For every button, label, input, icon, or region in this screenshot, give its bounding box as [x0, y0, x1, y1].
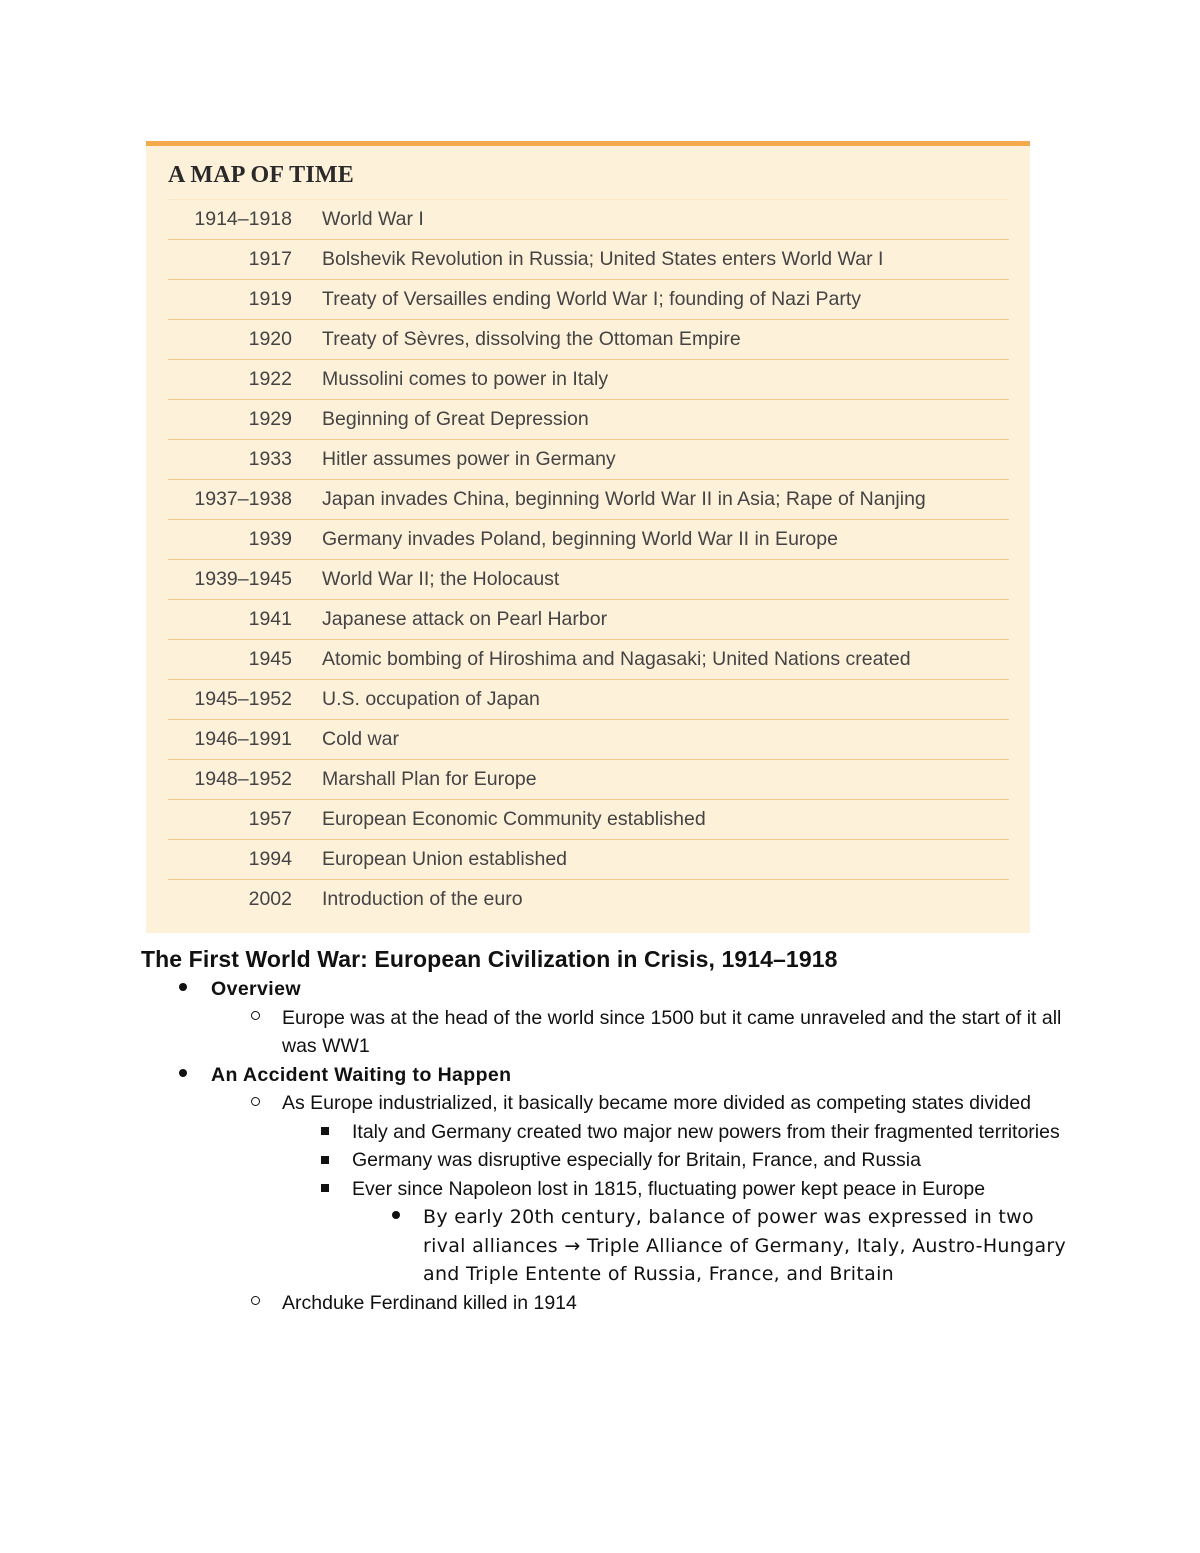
- timeline-date: 1948–1952: [194, 768, 292, 790]
- list-item: [141, 1175, 1071, 1204]
- list-item: [141, 1289, 1071, 1318]
- list-item-text: Archduke Ferdinand killed in 1914: [282, 1291, 577, 1314]
- timeline-row: [168, 720, 1009, 760]
- timeline-date: 2002: [248, 888, 292, 910]
- timeline-event: World War II; the Holocaust: [322, 568, 560, 590]
- hollow-bullet-icon: [245, 1089, 265, 1118]
- timeline-date: 1937–1938: [194, 488, 292, 510]
- list-item-text: Ever since Napoleon lost in 1815, fluctuating power kept peace in Europe: [352, 1177, 986, 1200]
- hollow-bullet-icon: [245, 1289, 265, 1318]
- list-item-text: As Europe industrialized, it basically became more divided as competing states divided: [282, 1092, 1031, 1114]
- list-item-text: Italy and Germany created two major new powers from their fragmented territories: [352, 1120, 1060, 1143]
- outline-heading-accident: An Accident Waiting to Happen: [211, 1063, 512, 1086]
- list-item: [141, 1004, 1071, 1061]
- square-bullet-icon: [315, 1146, 335, 1175]
- timeline-date: 1945–1952: [194, 688, 292, 710]
- map-of-time-box: [146, 141, 1030, 933]
- timeline-event: Treaty of Versailles ending World War I; founding of Nazi Party: [322, 288, 862, 310]
- timeline-event: Beginning of Great Depression: [322, 408, 589, 430]
- list-item: [141, 1089, 1071, 1118]
- timeline-row: [168, 800, 1009, 840]
- outline-heading-overview: Overview: [211, 978, 301, 1000]
- list-item: [141, 1203, 1071, 1289]
- timeline-event: European Economic Community established: [322, 808, 706, 830]
- timeline-row: [168, 640, 1009, 680]
- timeline-row: [168, 600, 1009, 640]
- timeline-row: [168, 560, 1009, 600]
- timeline-event: Bolshevik Revolution in Russia; United States enters World War I: [322, 248, 884, 270]
- timeline-date: 1914–1918: [194, 208, 292, 230]
- timeline-date: 1939: [248, 528, 292, 550]
- timeline-event: Japanese attack on Pearl Harbor: [322, 608, 608, 630]
- timeline-event: U.S. occupation of Japan: [322, 688, 540, 710]
- timeline-event: Japan invades China, beginning World War II in Asia; Rape of Nanjing: [322, 488, 926, 510]
- timeline-row: [168, 520, 1009, 560]
- timeline-date: 1994: [248, 848, 292, 870]
- timeline-event: Atomic bombing of Hiroshima and Nagasaki; United Nations created: [322, 648, 911, 670]
- timeline-date: 1945: [248, 648, 292, 670]
- timeline-row: [168, 440, 1009, 480]
- square-bullet-icon: [315, 1175, 335, 1204]
- timeline-event: Cold war: [322, 728, 399, 750]
- list-item: [141, 1061, 1071, 1090]
- square-bullet-icon: [315, 1118, 335, 1147]
- timeline-event: Treaty of Sèvres, dissolving the Ottoman Empire: [322, 328, 741, 350]
- list-item: [141, 1146, 1071, 1175]
- timeline-row: [168, 480, 1009, 520]
- timeline-event: Marshall Plan for Europe: [322, 768, 537, 790]
- section-heading: The First World War: European Civilization in Crisis, 1914–1918: [141, 946, 838, 972]
- list-item-text: Germany was disruptive especially for Britain, France, and Russia: [352, 1149, 921, 1171]
- timeline-date: 1957: [248, 808, 292, 830]
- timeline-title: A MAP OF TIME: [168, 162, 354, 188]
- timeline-row: [168, 200, 1009, 240]
- timeline-date: 1933: [248, 448, 292, 470]
- timeline-row: [168, 360, 1009, 400]
- timeline-date: 1939–1945: [194, 568, 292, 590]
- timeline-row: [168, 240, 1009, 280]
- filled-bullet-icon: [173, 975, 193, 1004]
- list-item-text: By early 20th century, balance of power was expressed in two rival alliances → Triple Alliance of Germany, Italy, Austro-Hungary and Triple Entente of Russia, France, and Britain: [423, 1206, 1067, 1285]
- timeline-row: [168, 320, 1009, 360]
- timeline-event: Mussolini comes to power in Italy: [322, 368, 609, 390]
- timeline-date: 1919: [248, 288, 292, 310]
- timeline-event: European Union established: [322, 848, 568, 870]
- timeline-date: 1922: [248, 368, 292, 390]
- timeline-event: Germany invades Poland, beginning World War II in Europe: [322, 528, 838, 550]
- notes-outline: [141, 975, 1071, 1317]
- timeline-date: 1917: [248, 248, 292, 270]
- timeline-date: 1920: [248, 328, 292, 350]
- filled-bullet-icon: [173, 1061, 193, 1090]
- timeline-rows: [168, 199, 1009, 919]
- timeline-date: 1929: [248, 408, 292, 430]
- timeline-row: [168, 840, 1009, 880]
- timeline-row: [168, 280, 1009, 320]
- timeline-event: Hitler assumes power in Germany: [322, 448, 616, 470]
- hollow-bullet-icon: [245, 1004, 265, 1033]
- filled-bullet-icon: [386, 1203, 406, 1232]
- list-item-text: Europe was at the head of the world since 1500 but it came unraveled and the start of it all was WW1: [282, 1006, 1062, 1057]
- list-item: [141, 1118, 1071, 1147]
- timeline-date: 1941: [248, 608, 292, 630]
- timeline-row: [168, 680, 1009, 720]
- list-item: [141, 975, 1071, 1004]
- timeline-event: World War I: [322, 208, 424, 230]
- timeline-date: 1946–1991: [194, 728, 292, 750]
- notes-section: [141, 943, 1071, 1317]
- timeline-row: [168, 760, 1009, 800]
- timeline-event: Introduction of the euro: [322, 888, 523, 910]
- timeline-row: [168, 400, 1009, 440]
- timeline-row: [168, 880, 1009, 919]
